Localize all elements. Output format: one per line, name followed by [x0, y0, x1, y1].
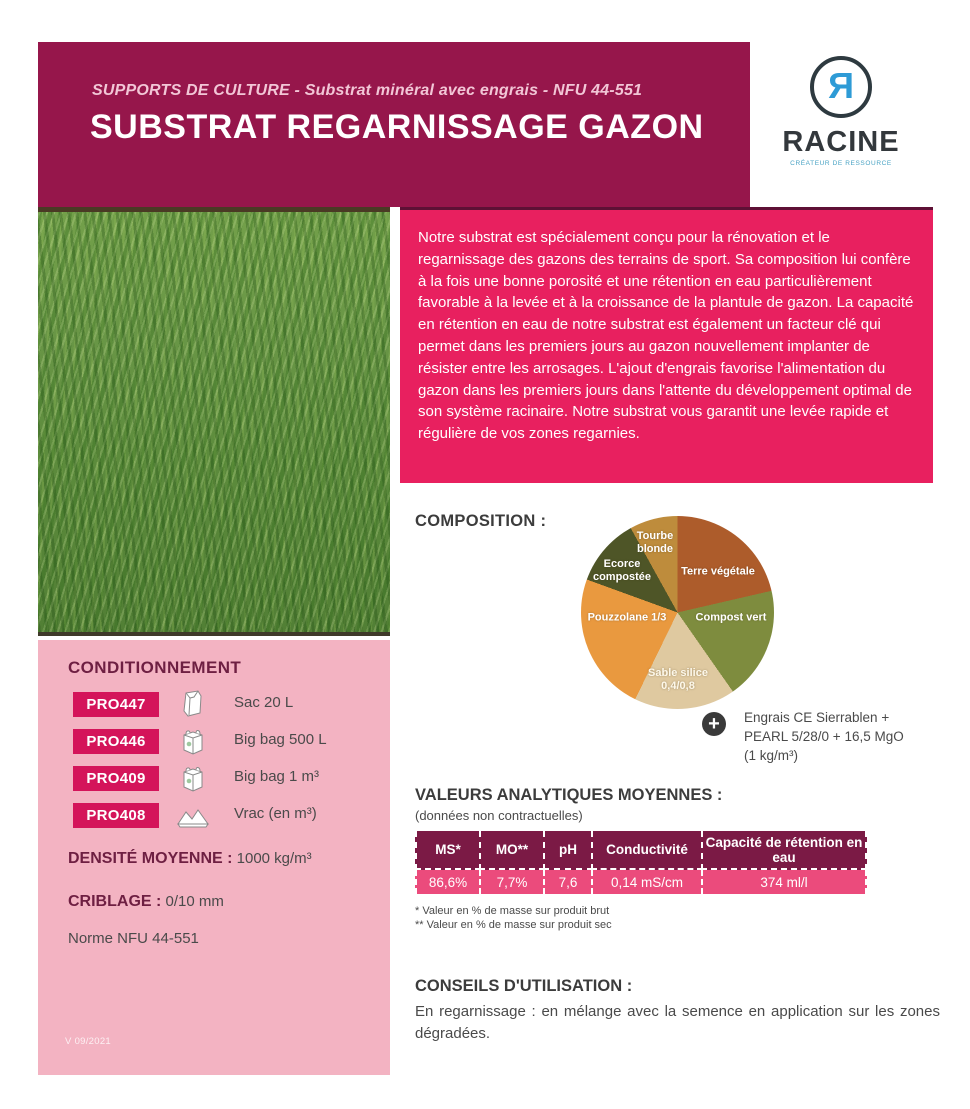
bigbag-icon	[176, 726, 210, 758]
analytical-heading: VALEURS ANALYTIQUES MOYENNES :	[415, 786, 723, 804]
product-description: Notre substrat est spécialement conçu pour la rénovation et le regarnissage des gazons des terrains de sport. Sa composition lui confère à la fois une bonne porosité et une rétention en eau particulièrement favorable à la levée et à la croissance de la plantule de gazon. La capacité en rétention en eau de notre substrat est également un facteur clé qui permet dans les premiers jours au gazon nouvellement implanter de résister entre les arrosages. L'ajout d'engrais favorise l'alimentation du gazon dans les premiers jours dans l'attente du développement optimal de son système racinaire. Notre substrat vous garantit une levée rapide et régulière de vos zones regarnies.	[400, 207, 933, 483]
packaging-panel	[38, 640, 390, 1075]
packaging-label: Big bag 500 L	[234, 731, 327, 748]
logo-glyph: Я	[828, 65, 854, 106]
pie-slice-label: Ecorce compostée	[592, 558, 652, 583]
column-header: Capacité de rétention en eau	[701, 831, 867, 870]
column-header: Conductivité	[591, 831, 703, 870]
packaging-label: Big bag 1 m³	[234, 768, 320, 785]
table-footnote: ** Valeur en % de masse sur produit sec	[415, 919, 612, 931]
product-code-badge: PRO408	[73, 803, 159, 828]
version-stamp: V 09/2021	[65, 1036, 112, 1047]
table-footnote: * Valeur en % de masse sur produit brut	[415, 905, 610, 917]
brand-name: RACINE	[782, 126, 900, 158]
packaging-row	[38, 764, 390, 794]
table-header-row	[415, 831, 875, 870]
brand-tagline: CRÉATEUR DE RESSOURCE	[790, 160, 892, 167]
density-value: 1000 kg/m³	[232, 850, 312, 867]
criblage-value: 0/10 mm	[161, 893, 224, 910]
table-cell: 7,7%	[479, 870, 545, 894]
conditionnement-heading: CONDITIONNEMENT	[68, 658, 242, 677]
composition-heading: COMPOSITION :	[415, 512, 547, 530]
column-header: MO**	[479, 831, 545, 870]
criblage-label: CRIBLAGE :	[68, 893, 162, 910]
column-header: pH	[543, 831, 593, 870]
usage-advice-heading: CONSEILS D'UTILISATION :	[415, 977, 633, 995]
usage-advice-text: En regarnissage : en mélange avec la semence en application sur les zones dégradées.	[415, 1003, 940, 1042]
product-code-badge: PRO409	[73, 766, 159, 791]
fertilizer-note-text	[744, 708, 904, 765]
norme-spec: Norme NFU 44-551	[68, 930, 199, 947]
composition-pie-chart	[581, 516, 774, 709]
sack-icon	[176, 689, 210, 721]
header-subtitle: SUPPORTS DE CULTURE - Substrat minéral avec engrais - NFU 44-551	[92, 82, 643, 99]
logo-circle-icon	[810, 56, 872, 118]
page-title: SUBSTRAT REGARNISSAGE GAZON	[90, 108, 704, 146]
bulk-pile-icon	[176, 800, 210, 832]
analytical-table	[415, 831, 875, 894]
density-label: DENSITÉ MOYENNE :	[68, 850, 233, 867]
fertilizer-line: Engrais CE Sierrablen +	[744, 710, 890, 725]
pie-slice-label: Pouzzolane 1/3	[587, 611, 667, 624]
pie-slice-label: Tourbe blonde	[636, 530, 674, 555]
fertilizer-line: (1 kg/m³)	[744, 748, 798, 763]
packaging-label: Vrac (en m³)	[234, 805, 317, 822]
bigbag-icon	[176, 763, 210, 795]
grass-photo	[38, 207, 390, 636]
product-code-badge: PRO447	[73, 692, 159, 717]
packaging-row	[38, 801, 390, 831]
criblage-spec	[68, 893, 224, 911]
packaging-row	[38, 727, 390, 757]
pie-slice-label: Compost vert	[695, 611, 767, 624]
product-code-badge: PRO446	[73, 729, 159, 754]
brand-logo	[750, 42, 932, 207]
column-header: MS*	[415, 831, 481, 870]
table-cell: 374 ml/l	[701, 870, 867, 894]
packaging-row	[38, 690, 390, 720]
packaging-label: Sac 20 L	[234, 694, 294, 711]
density-spec	[68, 850, 312, 868]
pie-slice-label: Terre végétale	[681, 565, 755, 578]
fertilizer-line: PEARL 5/28/0 + 16,5 MgO	[744, 729, 904, 744]
table-value-row	[415, 870, 875, 894]
table-cell: 0,14 mS/cm	[591, 870, 703, 894]
table-cell: 7,6	[543, 870, 593, 894]
plus-icon: +	[702, 712, 726, 736]
pie-slice-label: Sable silice 0,4/0,8	[648, 667, 708, 692]
analytical-subheading: (données non contractuelles)	[415, 808, 583, 823]
table-cell: 86,6%	[415, 870, 481, 894]
header-banner	[38, 42, 750, 207]
